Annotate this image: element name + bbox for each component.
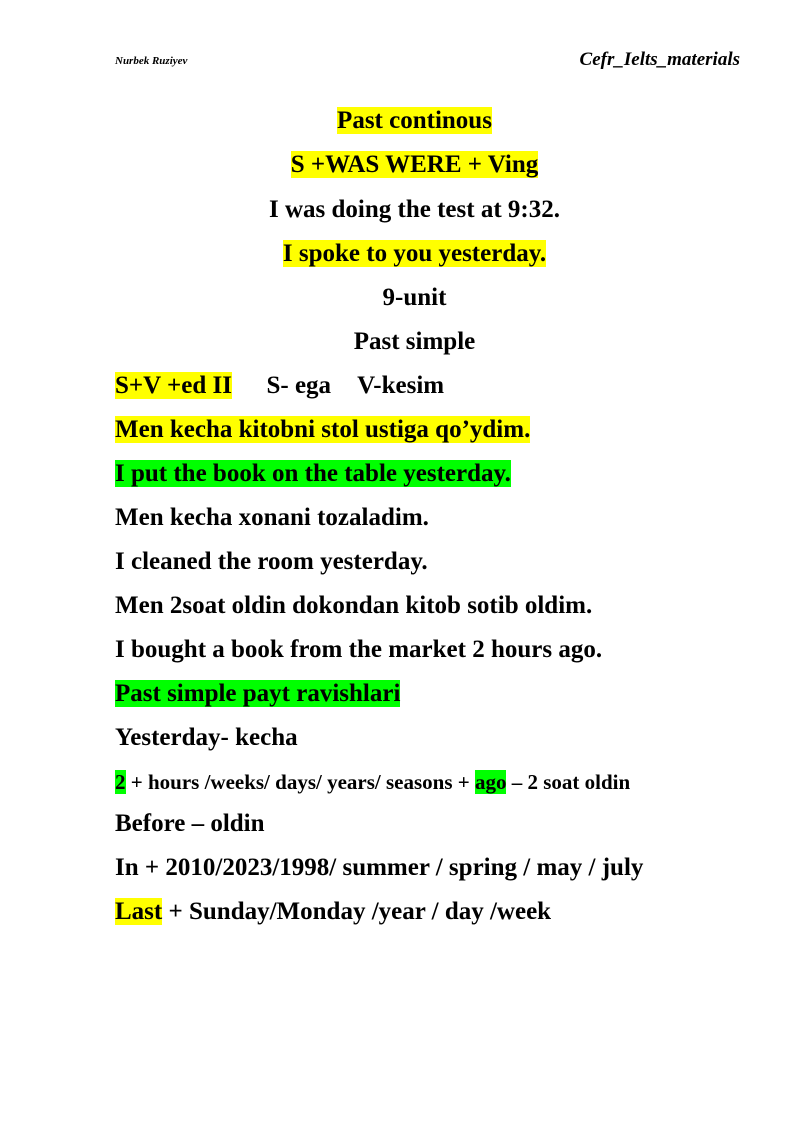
uzbek-sentence-1: Men kecha kitobni stol ustiga qo’ydim. xyxy=(115,416,531,443)
last-word: Last xyxy=(115,898,163,925)
example-simple: I spoke to you yesterday. xyxy=(282,240,547,267)
ago-line xyxy=(115,767,740,797)
ago-units: + hours /weeks/ days/ years/ seasons + xyxy=(125,770,475,794)
ago-word: ago xyxy=(474,770,507,794)
uzbek-sentence-3: Men 2soat oldin dokondan kitob sotib oldim. xyxy=(115,592,593,619)
subject-gloss: S- ega xyxy=(266,372,332,399)
title: Past continous xyxy=(337,107,492,134)
simple-formula-line xyxy=(115,371,740,401)
before-line: Before – oldin xyxy=(115,810,265,837)
in-line: In + 2010/2023/1998/ summer / spring / may / july xyxy=(115,854,644,881)
title-line xyxy=(115,106,714,136)
verb-gloss: V-kesim xyxy=(357,372,445,399)
example-continuous: I was doing the test at 9:32. xyxy=(269,196,560,223)
ago-translation: – 2 soat oldin xyxy=(506,770,631,794)
last-options: + Sunday/Monday /year / day /week xyxy=(162,898,552,925)
brand-name: Cefr_Ielts_materials xyxy=(579,49,740,70)
adverbs-title-line xyxy=(115,679,740,709)
example-simple-line xyxy=(115,239,714,269)
section-title: Past simple xyxy=(353,328,476,355)
continuous-formula: S +WAS WERE + Ving xyxy=(290,151,539,178)
last-line xyxy=(115,897,740,927)
english-sentence-1-line xyxy=(115,459,740,489)
english-sentence-3: I bought a book from the market 2 hours ago. xyxy=(115,636,603,663)
uzbek-sentence-2: Men kecha xonani tozaladim. xyxy=(115,504,429,531)
unit-label: 9-unit xyxy=(382,284,447,311)
yesterday-line: Yesterday- kecha xyxy=(115,724,298,751)
english-sentence-2: I cleaned the room yesterday. xyxy=(115,548,428,575)
author-name: Nurbek Ruziyev xyxy=(115,55,188,67)
ago-number: 2 xyxy=(115,770,126,794)
uzbek-sentence-1-line xyxy=(115,415,740,445)
english-sentence-1: I put the book on the table yesterday. xyxy=(115,460,511,487)
formula-line xyxy=(115,150,714,180)
simple-formula: S+V +ed II xyxy=(115,372,232,399)
adverbs-title: Past simple payt ravishlari xyxy=(115,680,401,707)
